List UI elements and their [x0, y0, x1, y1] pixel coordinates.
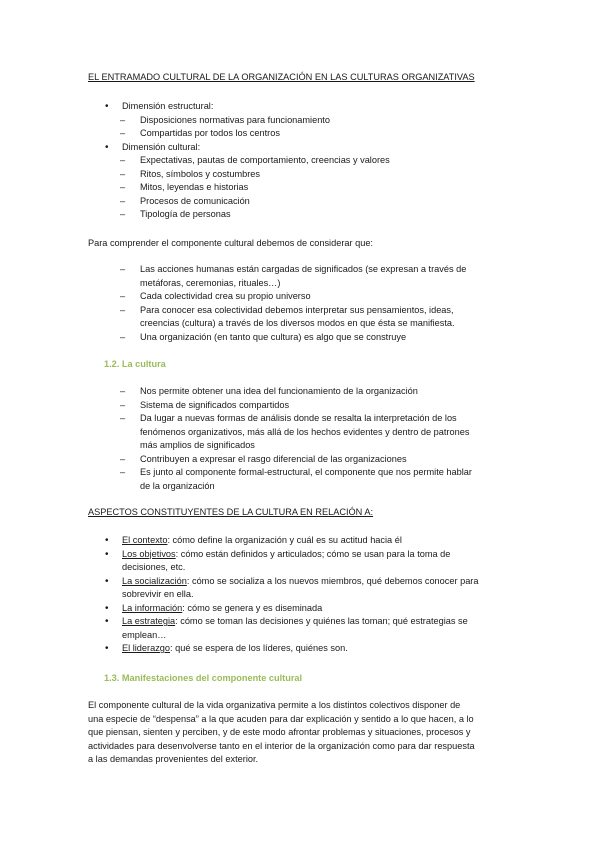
bullet-icon: •	[105, 575, 109, 587]
dimension-label: Dimensión cultural:	[122, 141, 201, 152]
list-item-text: Una organización (en tanto que cultura) es algo que se construye	[140, 331, 407, 342]
section-heading-manifestaciones: 1.3. Manifestaciones del componente cultural	[104, 673, 303, 683]
list-item	[105, 575, 599, 602]
bullet-icon: •	[105, 643, 109, 654]
aspect-term: El liderazgo	[122, 643, 171, 653]
list-item-text: Da lugar a nuevas formas de análisis donde se resalta la interpretación de los	[140, 413, 457, 423]
list-item-text: creencias (cultura) a través de los diversos modos en que ésta se manifiesta.	[140, 318, 455, 328]
bullet-icon: •	[105, 602, 109, 614]
section-heading-la-cultura: 1.2. La cultura	[104, 359, 166, 369]
list-item	[120, 208, 599, 222]
list-item	[105, 534, 599, 548]
list-item-text: Compartidas por todos los centros	[140, 128, 280, 138]
dash-icon: –	[120, 291, 126, 301]
aspect-text: emplean…	[122, 629, 167, 640]
bullet-icon: •	[105, 616, 109, 627]
list-item	[120, 399, 599, 413]
dash-icon: –	[120, 128, 126, 138]
aspect-text: : cómo se genera y es diseminada	[182, 602, 323, 613]
list-item-text: Es junto al componente formal-estructural, el componente que nos permite hablar	[140, 467, 472, 477]
list-item-text: Disposiciones normativas para funcionamiento	[140, 114, 330, 125]
list-item	[105, 141, 599, 222]
list-item	[120, 181, 599, 195]
dimensions-list	[105, 100, 599, 222]
sub-list	[120, 114, 599, 141]
dash-icon: –	[120, 264, 126, 274]
list-item-text: Contribuyen a expresar el rasgo diferencial de las organizaciones	[140, 453, 407, 464]
dash-icon: –	[120, 413, 126, 423]
list-item	[120, 304, 599, 331]
aspect-text: sobrevivir en ella.	[122, 589, 194, 599]
aspect-term: La socialización	[122, 575, 187, 586]
dash-icon: –	[120, 168, 126, 179]
aspect-term: La información	[122, 602, 183, 613]
dash-icon: –	[120, 304, 126, 315]
culture-list	[120, 385, 599, 493]
list-item	[120, 453, 599, 467]
list-item	[120, 195, 599, 209]
heading-aspectos-constituyentes: ASPECTOS CONSTITUYENTES DE LA CULTURA EN RELACIÓN A:	[88, 507, 374, 517]
list-item	[120, 114, 599, 128]
list-item	[120, 290, 599, 304]
dash-icon: –	[120, 399, 126, 410]
dash-icon: –	[120, 155, 126, 165]
paragraph-manifestaciones	[88, 699, 599, 767]
list-item	[105, 602, 599, 616]
aspect-term: La estrategia	[122, 616, 176, 626]
list-item	[120, 263, 599, 290]
list-item-text: Expectativas, pautas de comportamiento, creencias y valores	[140, 155, 390, 165]
intro-text: Para comprender el componente cultural debemos de considerar que:	[88, 238, 373, 248]
list-item	[120, 154, 599, 168]
paragraph-line: actividades para desenvolverse tanto en el interior de la organización como para dar respuesta	[88, 740, 475, 751]
dash-icon: –	[120, 182, 126, 192]
list-item-text: Nos permite obtener una idea del funcionamiento de la organización	[140, 386, 418, 396]
aspects-list	[105, 534, 599, 656]
paragraph-line: una especie de “despensa” a la que acuden para dar explicación y sentido a lo que hacen, a lo	[88, 713, 474, 724]
aspect-text: : cómo se toman las decisiones y quiénes las toman; qué estrategias se	[175, 616, 468, 626]
bullet-icon: •	[105, 548, 109, 560]
list-item-text: Ritos, símbolos y costumbres	[140, 168, 260, 179]
aspect-term: Los objetivos	[122, 548, 176, 559]
list-item-text: Cada colectividad crea su propio universo	[140, 291, 311, 301]
list-item	[120, 412, 599, 453]
list-item	[105, 548, 599, 575]
list-item	[120, 331, 599, 345]
list-item	[120, 385, 599, 399]
list-item-text: Tipología de personas	[140, 209, 231, 219]
paragraph-line: El componente cultural de la vida organizativa permite a los distintos colectivos disponer de	[88, 700, 461, 710]
dash-icon: –	[120, 114, 126, 125]
dash-icon: –	[120, 386, 126, 396]
aspect-text: decisiones, etc.	[122, 562, 186, 572]
aspect-term: El contexto	[122, 535, 168, 545]
list-item	[105, 100, 599, 141]
bullet-icon: •	[105, 141, 109, 153]
list-item	[105, 615, 599, 642]
list-item	[120, 466, 599, 493]
sub-list	[120, 154, 599, 222]
list-item	[105, 642, 599, 656]
dash-icon: –	[120, 467, 126, 477]
list-item-text: Las acciones humanas están cargadas de significados (se expresan a través de	[140, 264, 467, 274]
list-item-text: Procesos de comunicación	[140, 195, 250, 206]
list-item-text: fenómenos organizativos, más allá de los hechos evidentes y dentro de patrones	[140, 426, 470, 437]
aspect-text: : qué se espera de los líderes, quiénes son.	[170, 643, 348, 653]
considerations-list	[120, 263, 599, 344]
bullet-icon: •	[105, 535, 109, 546]
heading-entramado-cultural: EL ENTRAMADO CULTURAL DE LA ORGANIZACIÓN EN LAS CULTURAS ORGANIZATIVAS	[88, 72, 475, 82]
dimension-label: Dimensión estructural:	[122, 101, 214, 111]
bullet-icon: •	[105, 101, 109, 112]
dash-icon: –	[120, 209, 126, 219]
dash-icon: –	[120, 453, 126, 464]
list-item-text: Mitos, leyendas e historias	[140, 182, 249, 192]
list-item-text: Para conocer esa colectividad debemos interpretar sus pensamientos, ideas,	[140, 304, 454, 315]
aspect-text: : cómo define la organización y cuál es su actitud hacia él	[167, 535, 402, 545]
list-item-text: Sistema de significados compartidos	[140, 399, 290, 410]
paragraph-line: que piensan, sienten y perciben, y de este modo afrontar problemas y situaciones, procesos y	[88, 727, 471, 737]
dash-icon: –	[120, 195, 126, 206]
dash-icon: –	[120, 331, 126, 342]
list-item	[120, 127, 599, 141]
list-item	[120, 168, 599, 182]
list-item-text: de la organización	[140, 480, 215, 491]
paragraph-line: a las demandas provenientes del exterior.	[88, 754, 259, 764]
aspect-text: : cómo se socializa a los nuevos miembros, qué debemos conocer para	[186, 575, 479, 586]
aspect-text: : cómo están definidos y articulados; cómo se usan para la toma de	[175, 548, 451, 559]
list-item-text: metáforas, ceremonias, rituales…)	[140, 277, 281, 288]
list-item-text: más amplios de significados	[140, 440, 255, 450]
